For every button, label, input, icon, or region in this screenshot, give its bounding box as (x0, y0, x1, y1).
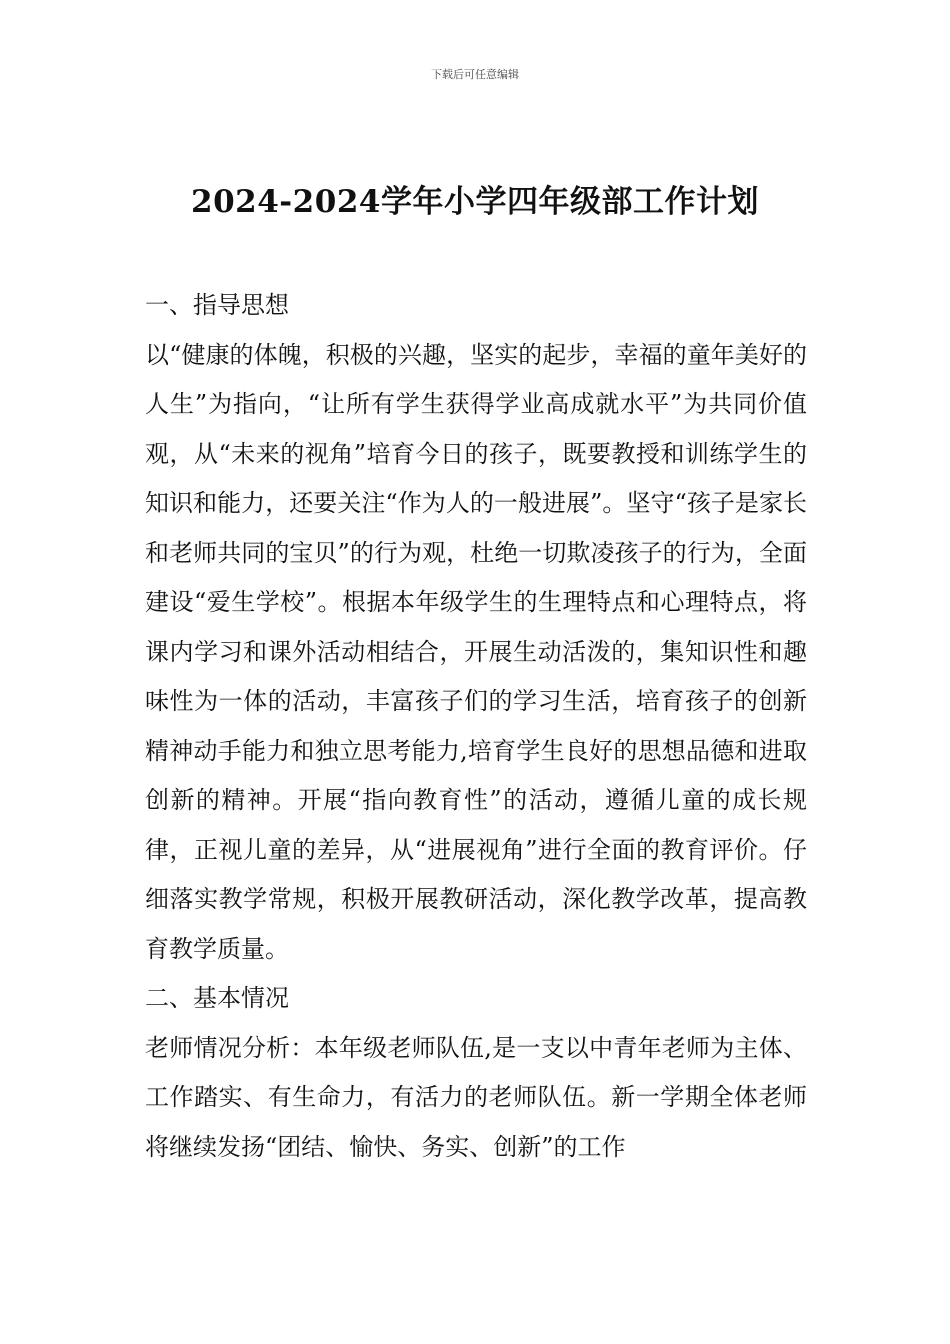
section-paragraph-guiding-thought: 以“健康的体魄，积极的兴趣，坚实的起步，幸福的童年美好的人生”为指向，“让所有学生获得学业高成就水平”为共同价值观，从“未来的视角”培育今日的孩子，既要教授和训练学生的知识和能力，还要关注“作为人的一般进展”。坚守“孩子是家长和老师共同的宝贝”的行为观，杜绝一切欺凌孩子的行为，全面建设“爱生学校”。根据本年级学生的生理特点和心理特点，将课内学习和课外活动相结合，开展生动活泼的，集知识性和趣味性为一体的活动，丰富孩子们的学习生活，培育孩子的创新精神动手能力和独立思考能力,培育学生良好的思想品德和进取创新的精神。开展“指向教育性”的活动，遵循儿童的成长规律，正视儿童的差异，从“进展视角”进行全面的教育评价。仔细落实教学常规，积极开展教研活动，深化教学改革，提高教育教学质量。 (145, 340, 807, 963)
section-paragraph-basic-situation: 老师情况分析：本年级老师队伍,是一支以中青年老师为主体、工作踏实、有生命力，有活力的老师队伍。新一学期全体老师将继续发扬“团结、愉快、务实、创新”的工作 (145, 1033, 807, 1161)
section-heading-guiding-thought: 一、指导思想 (145, 291, 289, 319)
header-note: 下载后可任意编辑 (431, 68, 519, 81)
document-body (145, 281, 807, 1172)
section-heading-basic-situation: 二、基本情况 (145, 984, 289, 1012)
document-title: 2024-2024学年小学四年级部工作计划 (191, 184, 759, 220)
